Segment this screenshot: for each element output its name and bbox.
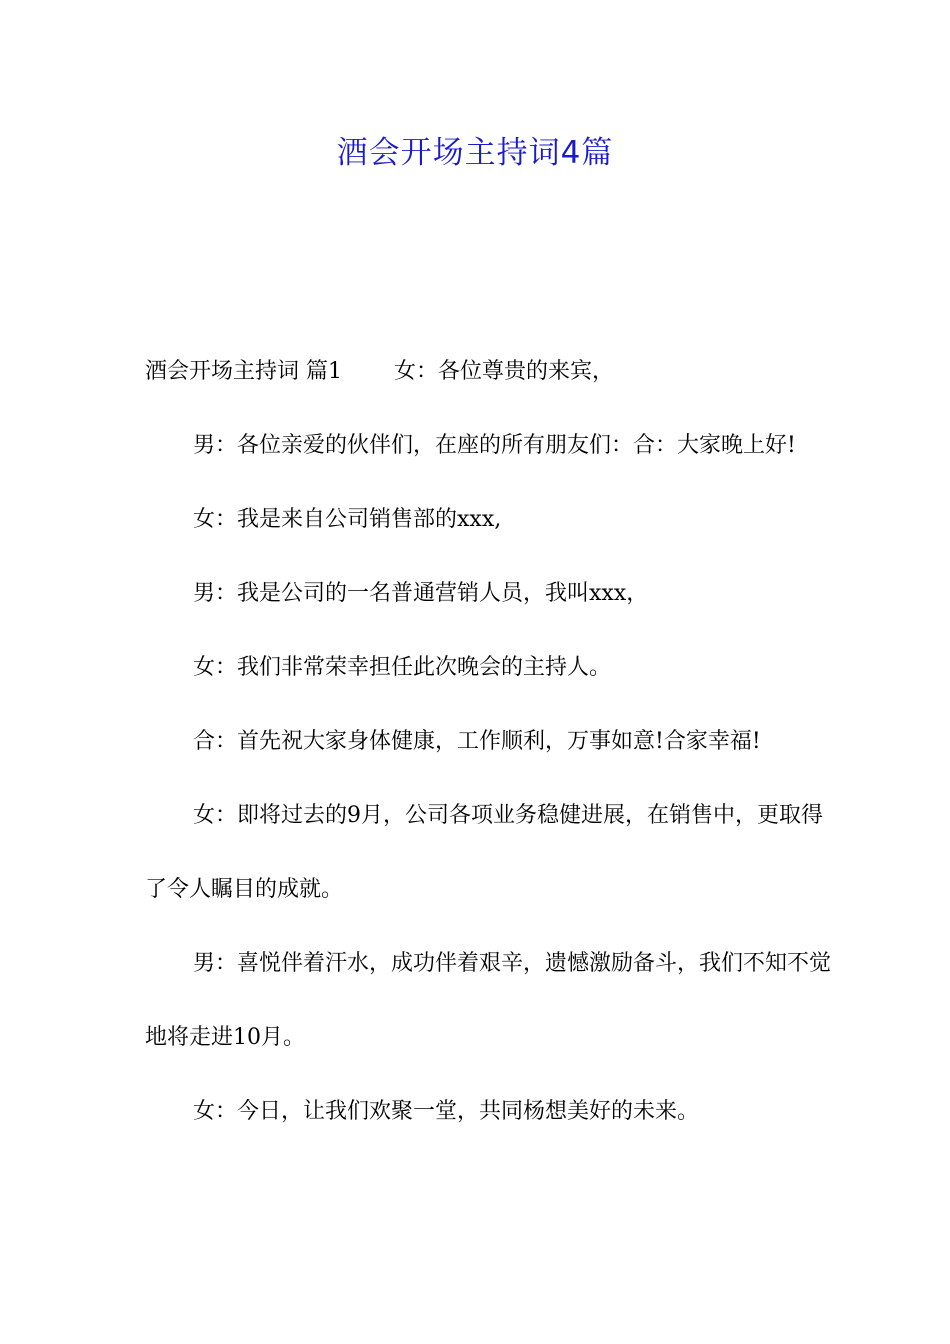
document-body [145, 335, 835, 1149]
paragraph-5: 女：我们非常荣幸担任此次晚会的主持人。 [193, 655, 612, 680]
document-title: 酒会开场主持词4篇 [336, 135, 614, 171]
opening-line [145, 335, 835, 409]
paragraph-6: 合：首先祝大家身体健康，工作顺利，万事如意!合家幸福! [193, 729, 761, 754]
paragraph-9: 女：今日，让我们欢聚一堂，共同杨想美好的未来。 [193, 1099, 700, 1124]
paragraph-8: 男：喜悦伴着汗水，成功伴着艰辛，遗憾激励备斗，我们不知不觉地将走进10月。 [145, 951, 832, 1050]
paragraph-4: 男：我是公司的一名普通营销人员，我叫xxx， [193, 581, 649, 606]
paragraph-1: 女：各位尊贵的来宾， [394, 359, 615, 384]
paragraph-2: 男：各位亲爱的伙伴们，在座的所有朋友们：合：大家晚上好! [193, 433, 796, 458]
section-heading: 酒会开场主持词 篇1 [145, 359, 342, 384]
paragraph-3: 女：我是来自公司销售部的xxx, [193, 507, 502, 532]
paragraph-7: 女：即将过去的9月，公司各项业务稳健进展，在销售中，更取得了令人瞩目的成就。 [145, 803, 823, 902]
